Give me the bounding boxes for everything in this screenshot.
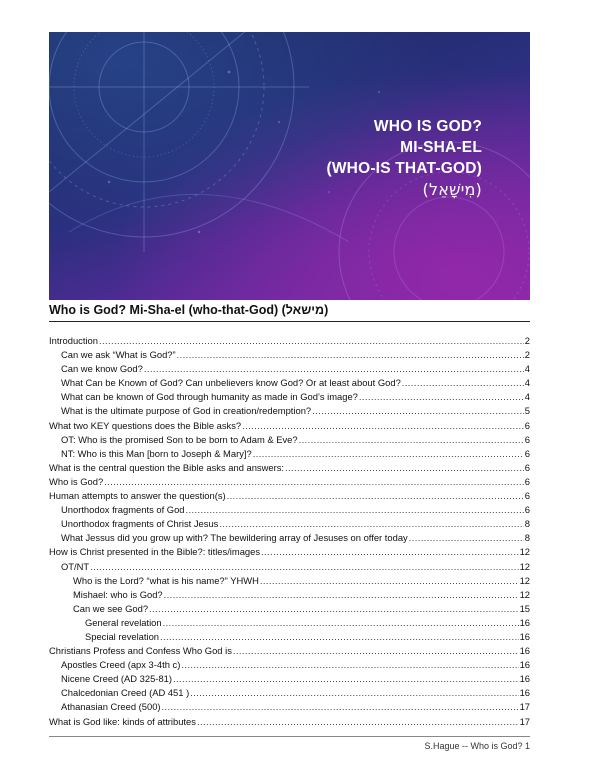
toc-entry-title: What is the central question the Bible asks and answers: — [49, 461, 285, 473]
page-footer: S.Hague -- Who is God? 1 — [424, 741, 530, 751]
toc-leader-dots — [402, 376, 524, 390]
toc-leader-dots — [312, 404, 524, 418]
toc-entry-title: Introduction — [49, 335, 98, 346]
toc-entry-title: Mishael: who is God? — [73, 588, 163, 600]
toc-entry-page: 16 — [519, 673, 530, 685]
toc-entry-page: 6 — [524, 447, 530, 459]
toc-entry[interactable] — [49, 404, 530, 418]
toc-entry[interactable] — [49, 644, 530, 658]
toc-entry-page: 2 — [524, 349, 530, 361]
toc-leader-dots — [164, 588, 519, 602]
toc-entry-page: 6 — [524, 461, 530, 473]
toc-entry[interactable] — [49, 433, 530, 447]
toc-leader-dots — [173, 672, 519, 686]
toc-entry-title: General revelation — [85, 616, 162, 628]
toc-entry-title: Can we see God? — [73, 602, 149, 614]
toc-entry-title: Who is God? — [49, 475, 104, 487]
cover-title-line-2: MI-SHA-EL — [400, 139, 482, 156]
toc-entry-title: Athanasian Creed (500) — [61, 701, 161, 713]
toc-entry[interactable] — [49, 672, 530, 686]
toc-entry[interactable] — [49, 545, 530, 559]
toc-entry[interactable] — [49, 390, 530, 404]
toc-leader-dots — [409, 531, 524, 545]
toc-entry-page: 12 — [519, 588, 530, 600]
toc-entry[interactable] — [49, 517, 530, 531]
toc-leader-dots — [160, 630, 519, 644]
toc-leader-dots — [104, 475, 524, 489]
toc-entry-page: 6 — [524, 433, 530, 445]
toc-leader-dots — [219, 517, 523, 531]
toc-entry-title: Human attempts to answer the question(s) — [49, 490, 226, 502]
toc-entry-page: 16 — [519, 645, 530, 657]
toc-entry-title: Can we know God? — [61, 363, 143, 375]
toc-entry[interactable] — [49, 475, 530, 489]
toc-leader-dots — [197, 715, 519, 729]
toc-entry-title: Special revelation — [85, 630, 160, 642]
toc-entry-title: Who is the Lord? “what is his name?” YHWH — [73, 574, 259, 586]
toc-leader-dots — [359, 390, 524, 404]
toc-entry-page: 17 — [519, 701, 530, 713]
toc-entry-title: Chalcedonian Creed (AD 451 ) — [61, 687, 190, 699]
toc-leader-dots — [285, 461, 524, 475]
toc-entry-page: 5 — [524, 405, 530, 417]
toc-entry-title: OT: Who is the promised Son to be born to Adam & Eve? — [61, 433, 298, 445]
toc-entry[interactable] — [49, 658, 530, 672]
toc-entry-page: 4 — [524, 363, 530, 375]
toc-entry-page: 12 — [519, 546, 530, 558]
footer-divider — [49, 736, 530, 737]
toc-entry-page: 2 — [524, 335, 530, 346]
toc-entry[interactable] — [49, 686, 530, 700]
toc-entry-title: How is Christ presented in the Bible?: titles/images — [49, 546, 261, 558]
cover-banner — [49, 32, 530, 300]
toc-entry[interactable] — [49, 334, 530, 348]
toc-entry-title: OT/NT — [61, 560, 90, 572]
toc-leader-dots — [261, 545, 519, 559]
toc-entry-page: 6 — [524, 490, 530, 502]
document-title: Who is God? Mi-Sha-el (who-that-God) (מישאל) — [49, 303, 530, 322]
toc-entry-title: What Can be Known of God? Can unbelievers know God? Or at least about God? — [61, 377, 401, 389]
toc-entry[interactable] — [49, 489, 530, 503]
toc-entry-title: Unorthodox fragments of God — [61, 504, 185, 516]
toc-entry[interactable] — [49, 348, 530, 362]
toc-entry-page: 4 — [524, 391, 530, 403]
toc-leader-dots — [227, 489, 524, 503]
toc-entry-page: 6 — [524, 475, 530, 487]
cover-title-line-3: (WHO-IS THAT-GOD) — [326, 160, 482, 177]
toc-leader-dots — [90, 560, 518, 574]
toc-entry[interactable] — [49, 461, 530, 475]
toc-leader-dots — [190, 686, 518, 700]
toc-leader-dots — [253, 447, 524, 461]
toc-leader-dots — [149, 602, 519, 616]
toc-entry[interactable] — [49, 700, 530, 714]
toc-leader-dots — [177, 348, 524, 362]
table-of-contents — [49, 334, 530, 729]
toc-entry[interactable] — [49, 588, 530, 602]
toc-entry-page: 15 — [519, 602, 530, 614]
cover-title-line-1: WHO IS GOD? — [373, 118, 482, 135]
toc-entry-page: 16 — [519, 630, 530, 642]
toc-entry-title: Christians Profess and Confess Who God is — [49, 645, 232, 657]
toc-entry-title: What is God like: kinds of attributes — [49, 715, 196, 727]
toc-entry-page: 17 — [519, 715, 530, 727]
toc-entry-title: NT: Who is this Man [born to Joseph & Mary]? — [61, 447, 252, 459]
toc-entry[interactable] — [49, 362, 530, 376]
toc-entry[interactable] — [49, 574, 530, 588]
toc-leader-dots — [162, 700, 519, 714]
toc-entry[interactable] — [49, 602, 530, 616]
toc-entry-title: What can be known of God through humanity as made in God’s image? — [61, 391, 358, 403]
toc-entry[interactable] — [49, 616, 530, 630]
toc-entry[interactable] — [49, 715, 530, 729]
toc-entry-page: 16 — [519, 616, 530, 628]
toc-leader-dots — [163, 616, 519, 630]
toc-entry-title: Nicene Creed (AD 325-81) — [61, 673, 172, 685]
toc-leader-dots — [99, 334, 524, 348]
toc-entry[interactable] — [49, 630, 530, 644]
toc-entry-page: 12 — [519, 560, 530, 572]
toc-entry[interactable] — [49, 447, 530, 461]
toc-entry[interactable] — [49, 560, 530, 574]
toc-entry-title: What two KEY questions does the Bible asks? — [49, 419, 242, 431]
toc-entry-title: What Jessus did you grow up with? The bewildering array of Jesuses on offer today — [61, 532, 408, 544]
toc-entry[interactable] — [49, 419, 530, 433]
toc-entry-page: 16 — [519, 687, 530, 699]
toc-entry[interactable] — [49, 376, 530, 390]
toc-entry-page: 8 — [524, 518, 530, 530]
toc-leader-dots — [144, 362, 524, 376]
toc-leader-dots — [233, 644, 519, 658]
toc-leader-dots — [186, 503, 524, 517]
toc-entry-page: 6 — [524, 504, 530, 516]
toc-entry-title: Unorthodox fragments of Christ Jesus — [61, 518, 219, 530]
toc-entry-page: 16 — [519, 659, 530, 671]
toc-leader-dots — [299, 433, 524, 447]
toc-entry-title: What is the ultimate purpose of God in creation/redemption? — [61, 405, 312, 417]
toc-leader-dots — [242, 419, 524, 433]
toc-leader-dots — [181, 658, 518, 672]
toc-entry-page: 8 — [524, 532, 530, 544]
toc-entry-page: 6 — [524, 419, 530, 431]
toc-entry-title: Apostles Creed (apx 3-4th c) — [61, 659, 181, 671]
toc-entry-title: Can we ask “What is God?” — [61, 349, 176, 361]
toc-leader-dots — [260, 574, 519, 588]
toc-entry-page: 4 — [524, 377, 530, 389]
cover-title — [326, 116, 482, 200]
toc-entry-page: 12 — [519, 574, 530, 586]
toc-entry[interactable] — [49, 531, 530, 545]
toc-entry[interactable] — [49, 503, 530, 517]
cover-title-hebrew: (מִישָׁאֵל) — [422, 180, 482, 199]
